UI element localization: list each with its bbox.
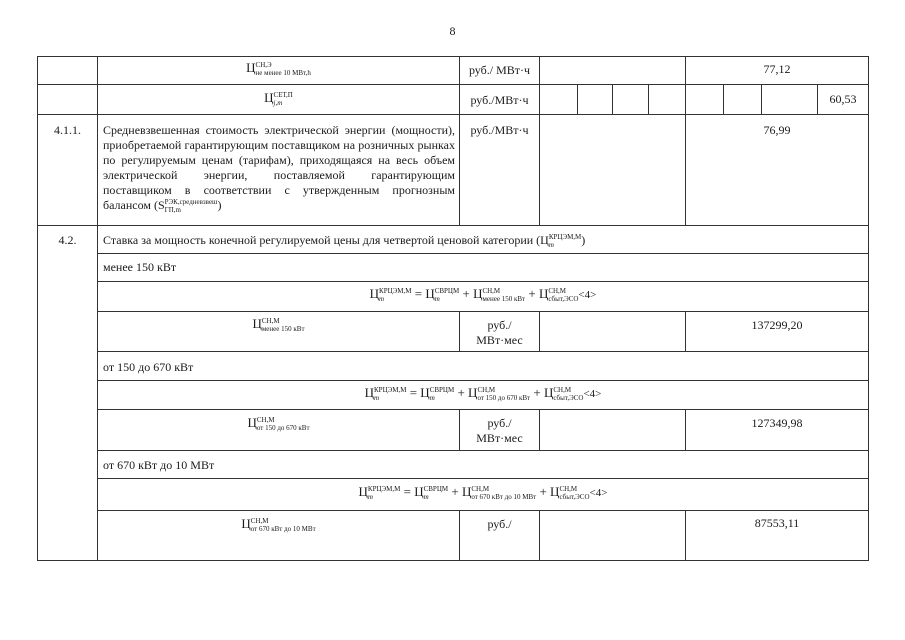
- formula-2: Ц КРЦЭМ,М m = Ц СВРЦМ m + Ц СН,М от 150 до 670 кВт + Ц СН,М сбыт,ЭСО <4>: [364, 385, 602, 403]
- group-label-2: от 150 до 670 кВт: [103, 360, 194, 374]
- unit-g1: руб./ МВт·мес: [476, 318, 523, 347]
- unit-g3: руб./: [487, 517, 512, 531]
- item-number-4-1-1: 4.1.1.: [54, 123, 81, 137]
- symbol-r1: Ц СН,Э не менее 10 МВт,h: [246, 60, 311, 78]
- value-r2: 60,53: [829, 92, 857, 106]
- unit-r1: руб./ МВт·ч: [468, 63, 531, 77]
- value-g2: 127349,98: [751, 416, 803, 430]
- value-g1: 137299,20: [751, 318, 803, 332]
- symbol-g3: Ц СН,М от 670 кВт до 10 МВт: [241, 516, 316, 534]
- symbol-r2: Ц СЕТ,П j,m: [264, 90, 293, 108]
- formula-3: Ц КРЦЭМ,М m = Ц СВРЦМ m + Ц СН,М от 670 кВт до 10 МВт + Ц СН,М сбыт,ЭСО <4>: [358, 484, 608, 502]
- page-number: 8: [449, 24, 456, 38]
- value-g3: 87553,11: [754, 516, 800, 530]
- unit-r2: руб./МВт·ч: [470, 93, 529, 107]
- item-text-4-2: Ставка за мощность конечной регулируемой цены для четвертой ценовой категории (Ц КРЦЭМ,М m ): [103, 233, 586, 250]
- value-r1: 77,12: [763, 62, 791, 76]
- unit-g2: руб./ МВт·мес: [476, 416, 523, 445]
- unit-r3: руб./МВт·ч: [470, 123, 529, 137]
- group-label-3: от 670 кВт до 10 МВт: [103, 458, 215, 472]
- value-r3: 76,99: [763, 123, 791, 137]
- item-text-4-1-1: Средневзвешенная стоимость электрической энергии (мощности), приобретаемой гарантирующим поставщиком на розничных рынках по регулируемым ценам (тарифам), приходящаяся на весь объем электрической энергии, поставляемой гарантирующим поставщиком в соответствии с утвержденным прогнозным балансом (S РЭК,средневзвеш ГП,m ): [103, 123, 455, 215]
- item-number-4-2: 4.2.: [58, 233, 77, 247]
- group-label-1: менее 150 кВт: [103, 260, 177, 274]
- symbol-g2: Ц СН,М от 150 до 670 кВт: [247, 415, 310, 433]
- formula-1: Ц КРЦЭМ,М m = Ц СВРЦМ m + Ц СН,М менее 150 кВт + Ц СН,М сбыт,ЭСО <4>: [369, 286, 597, 304]
- symbol-g1: Ц СН,М менее 150 кВт: [252, 316, 305, 334]
